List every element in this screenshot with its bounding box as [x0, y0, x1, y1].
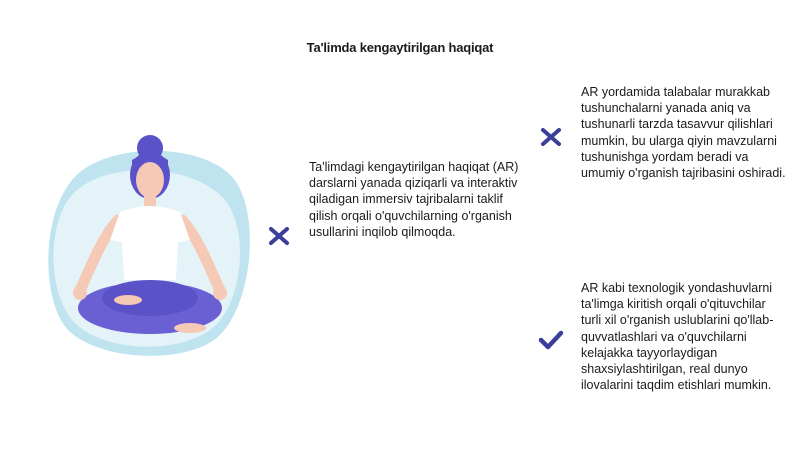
center-paragraph: Ta'limdagi kengaytirilgan haqiqat (AR) darslarni yanada qiziqarli va interaktiv qiladigan immersiv tajribalarni taklif qilish orqali o'quvchilarning o'rganish usullarini inqilob qilmoqda.: [309, 160, 519, 239]
page-title: Ta'limda kengaytirilgan haqiqat: [306, 40, 494, 55]
right-top-paragraph: AR yordamida talabalar murakkab tushunchalarni yanada aniq va tushunarli tarzda tasavvur qilishlari mumkin, bu ularga qiyin mavzularni tushunishga yordam beradi va umumiy o'rganish tajribasini oshiradi.: [581, 85, 786, 181]
cross-icon: [267, 226, 291, 246]
meditating-person-illustration: [40, 130, 260, 370]
checkmark-icon: [538, 330, 564, 350]
cross-icon: [539, 127, 563, 147]
right-bottom-paragraph: AR kabi texnologik yondashuvlarni ta'limga kiritish orqali o'qituvchilar turli xil o'rganish uslublarini qo'llab-quvvatlashlari va o'quvchilarni kelajakka tayyorlaydigan shaxsiylashtirilgan, real dunyo ilovalarini taqdim etishlari mumkin.: [581, 281, 774, 393]
